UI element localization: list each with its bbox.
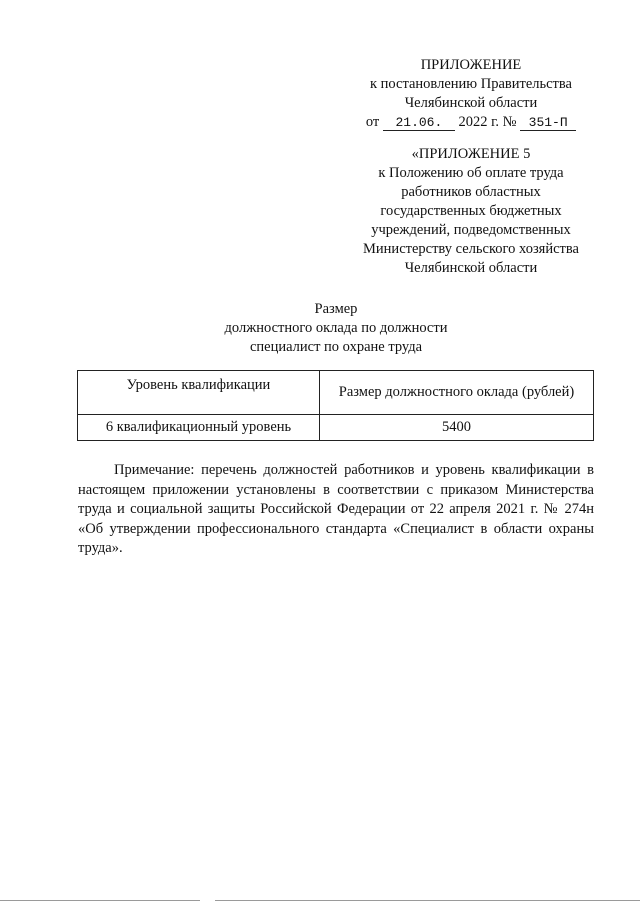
appendix-line-region: Челябинской области — [404, 95, 538, 111]
note-paragraph: Примечание: перечень должностей работников и уровень квалификации в настоящем приложении установлены в соответствии с приказом Министерства труда и социальной защиты Российской Федерации от 22 апреля 2021 г. № 274н «Об утверждении профессионального стандарта «Специалист в области охраны труда». — [78, 462, 594, 556]
decree-date-number-line — [340, 113, 602, 132]
header-qualification-level: Уровень квалификации — [78, 371, 320, 415]
document-heading — [0, 300, 640, 357]
decree-date: 21.06. — [383, 115, 455, 131]
cell-salary-value: 5400 — [320, 415, 594, 441]
decree-year: 2022 г. № — [458, 114, 517, 130]
table-header-row — [78, 371, 594, 415]
table-row — [78, 415, 594, 441]
appendix-5-line: государственных бюджетных — [380, 203, 562, 219]
heading-line: Размер — [314, 301, 358, 317]
appendix-line-decree: к постановлению Правительства — [370, 76, 572, 92]
cell-qualification-level: 6 квалификационный уровень — [78, 415, 320, 441]
appendix-header — [340, 56, 602, 132]
heading-line: специалист по охране труда — [249, 339, 423, 355]
appendix-5-line: Челябинской области — [404, 260, 538, 276]
appendix-5-header — [340, 145, 602, 278]
salary-table — [77, 370, 594, 441]
decree-number: 351-П — [520, 115, 576, 131]
scan-edge-line — [0, 900, 200, 901]
appendix-5-line: работников областных — [401, 184, 541, 200]
header-salary-size: Размер должностного оклада (рублей) — [320, 371, 594, 415]
appendix-5-line: учреждений, подведомственных — [371, 222, 571, 238]
appendix-5-title: «ПРИЛОЖЕНИЕ 5 — [411, 146, 531, 162]
scan-edge-line — [215, 900, 640, 901]
appendix-title: ПРИЛОЖЕНИЕ — [420, 57, 522, 73]
heading-line: должностного оклада по должности — [224, 320, 448, 336]
date-prefix: от — [365, 114, 380, 130]
appendix-5-line: Министерству сельского хозяйства — [363, 241, 579, 257]
appendix-5-line: к Положению об оплате труда — [378, 165, 564, 181]
